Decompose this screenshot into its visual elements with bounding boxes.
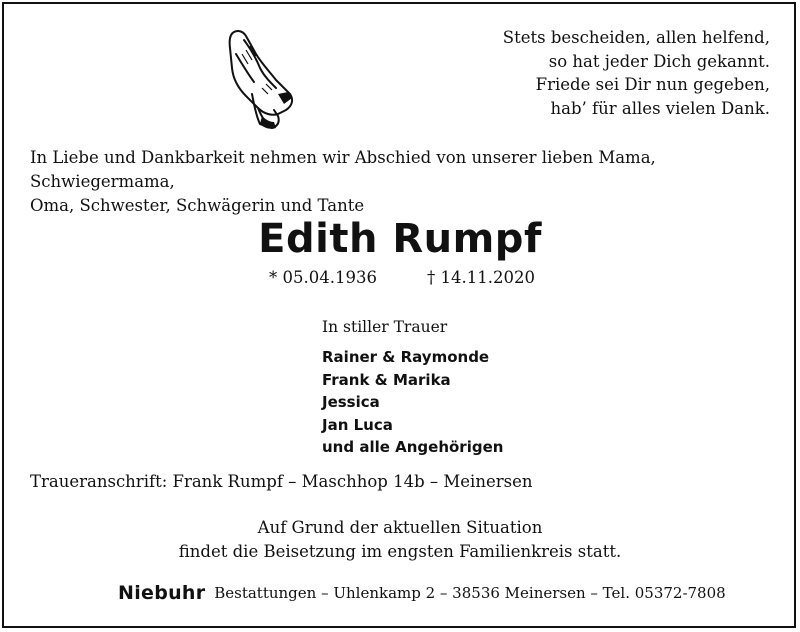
- intro-line: Oma, Schwester, Schwägerin und Tante: [30, 196, 365, 215]
- notice-line: findet die Beisetzung im engsten Familienkreis statt.: [178, 541, 622, 561]
- funeral-home-contact: Bestattungen – Uhlenkamp 2 – 38536 Meinersen – Tel. 05372-7808: [214, 584, 726, 602]
- notice-line: Auf Grund der aktuellen Situation: [257, 518, 543, 537]
- deceased-name: Edith Rumpf: [258, 216, 542, 262]
- poem-line: so hat jeder Dich gekannt.: [548, 51, 770, 71]
- intro-line: In Liebe und Dankbarkeit nehmen wir Abschied von unserer lieben Mama, Schwiegermama,: [30, 148, 656, 191]
- mourning-title: In stiller Trauer: [322, 318, 448, 336]
- mourner-name: Rainer & Raymonde: [322, 348, 490, 366]
- poem-line: Stets bescheiden, allen helfend,: [502, 28, 770, 47]
- funeral-home-footer: [118, 582, 726, 604]
- mourner-name: Jan Luca: [322, 415, 393, 434]
- poem-line: Friede sei Dir nun gegeben,: [535, 75, 770, 94]
- mourner-name: und alle Angehörigen: [322, 438, 504, 456]
- mourner-name: Jessica: [322, 393, 380, 411]
- poem-line: hab’ für alles vielen Dank.: [550, 98, 770, 118]
- death-date: † 14.11.2020: [427, 268, 535, 287]
- poem: [503, 26, 770, 120]
- mourners-list: [322, 346, 503, 459]
- mourning-address: Traueranschrift: Frank Rumpf – Maschhop 14b – Meinersen: [30, 472, 533, 491]
- funeral-notice: [0, 516, 800, 563]
- intro-text: [30, 146, 775, 218]
- birth-date: * 05.04.1936: [269, 268, 377, 287]
- funeral-home-logo: Niebuhr: [118, 582, 206, 604]
- mourner-name: Frank & Marika: [322, 370, 451, 389]
- praying-hands-icon: [212, 24, 302, 134]
